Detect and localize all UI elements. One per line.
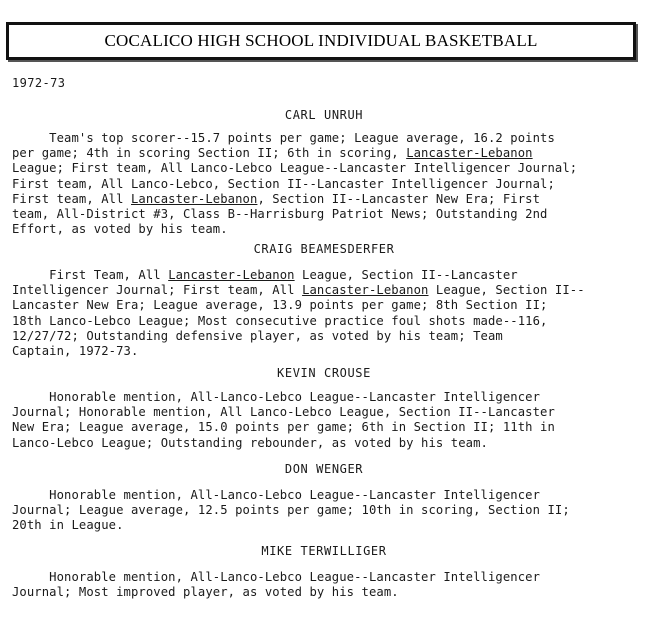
player-name-heading: CARL UNRUH: [284, 108, 364, 122]
underlined-text: Lancaster-Lebanon: [406, 146, 533, 161]
text-line: team, All-District #3, Class B--Harrisburg Patriot News; Outstanding 2nd: [12, 207, 548, 222]
text-line: First Team, All Lancaster-Lebanon League, Section II--Lancaster: [12, 268, 518, 282]
text-line: 12/27/72; Outstanding defensive player, as voted by his team; Team: [12, 328, 503, 343]
text-line: 18th Lanco-Lebco League; Most consecutive practice foul shots made--116,: [12, 313, 548, 328]
text-line: per game; 4th in scoring Section II; 6th in scoring, Lancaster-Lebanon: [12, 146, 533, 161]
text-line: Lanco-Lebco League; Outstanding rebounder, as voted by his team.: [12, 435, 488, 450]
player-achievements: [12, 488, 648, 534]
player-name-heading: CRAIG BEAMESDERFER: [253, 242, 395, 256]
player-name-heading: MIKE TERWILLIGER: [261, 544, 387, 558]
text-line: Honorable mention, All-Lanco-Lebco League--Lancaster Intelligencer: [12, 390, 541, 404]
player-achievements: [12, 570, 648, 600]
text-line: New Era; League average, 15.0 points per game; 6th in Section II; 11th in: [12, 420, 555, 435]
player-name-heading: KEVIN CROUSE: [277, 366, 371, 380]
player-achievements: [12, 131, 648, 237]
text-line: League; First team, All Lanco-Lebco League--Lancaster Intelligencer Journal;: [12, 161, 578, 176]
text-line: First team, All Lancaster-Lebanon, Section II--Lancaster New Era; First: [12, 191, 541, 206]
underlined-text: Lancaster-Lebanon: [168, 268, 295, 282]
player-achievements: [12, 390, 648, 451]
text-line: Lancaster New Era; League average, 13.9 points per game; 8th Section II;: [12, 298, 548, 313]
player-achievements: [12, 268, 648, 359]
text-line: Honorable mention, All-Lanco-Lebco League--Lancaster Intelligencer: [12, 488, 541, 502]
document-title: COCALICO HIGH SCHOOL INDIVIDUAL BASKETBALL: [104, 31, 538, 50]
underlined-text: Lancaster-Lebanon: [302, 283, 429, 298]
underlined-text: Lancaster-Lebanon: [131, 191, 258, 206]
text-line: Journal; Most improved player, as voted by his team.: [12, 585, 399, 600]
text-line: Intelligencer Journal; First team, All Lancaster-Lebanon League, Section II--: [12, 283, 585, 298]
text-line: Effort, as voted by his team.: [12, 222, 228, 237]
season-label: 1972-73: [12, 76, 66, 90]
text-line: Captain, 1972-73.: [12, 344, 139, 359]
text-line: 20th in League.: [12, 518, 124, 533]
document-title-box: [6, 22, 636, 60]
text-line: Journal; League average, 12.5 points per game; 10th in scoring, Section II;: [12, 503, 570, 518]
player-name-heading: DON WENGER: [284, 462, 364, 476]
text-line: Honorable mention, All-Lanco-Lebco League--Lancaster Intelligencer: [12, 570, 541, 584]
text-line: Team's top scorer--15.7 points per game; League average, 16.2 points: [12, 131, 555, 145]
text-line: First team, All Lanco-Lebco, Section II--Lancaster Intelligencer Journal;: [12, 176, 555, 191]
text-line: Journal; Honorable mention, All Lanco-Lebco League, Section II--Lancaster: [12, 405, 555, 420]
